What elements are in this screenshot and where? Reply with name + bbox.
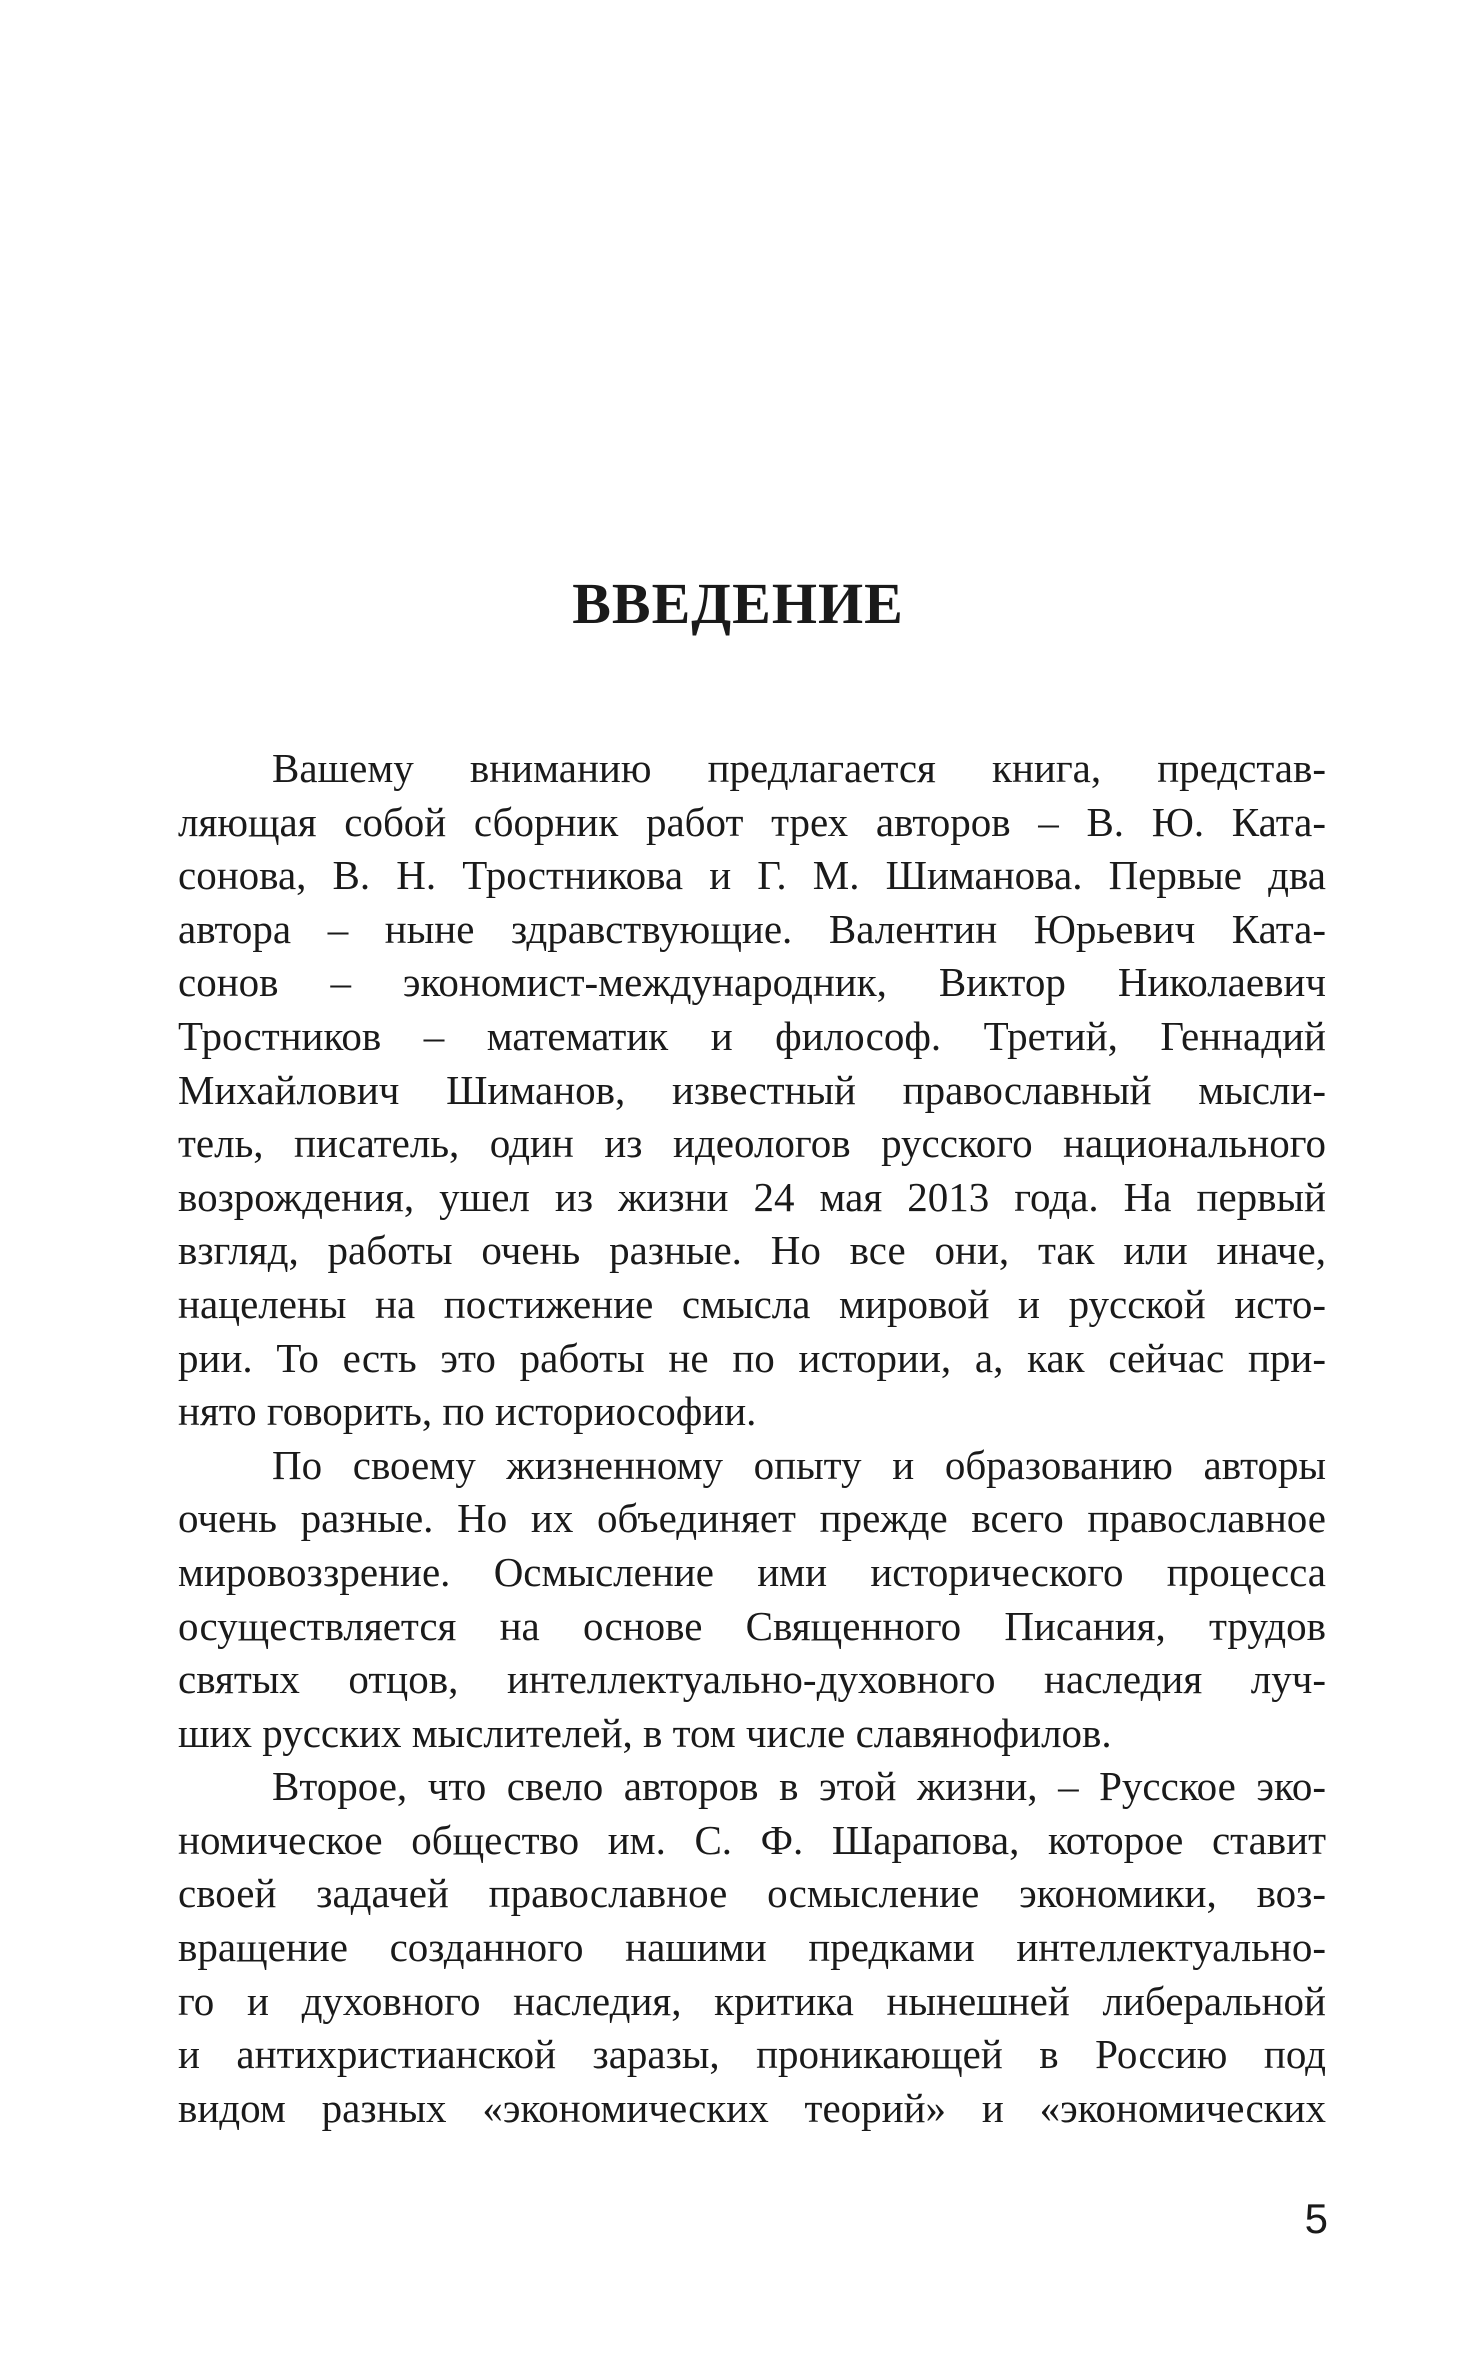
text-line: тель, писатель, один из идеологов русского национального [178, 1120, 1326, 1167]
paragraph-1 [178, 742, 1326, 1439]
text-line: вращение созданного нашими предками интеллектуально- [178, 1924, 1326, 1971]
text-line: ляющая собой сборник работ трех авторов – В. Ю. Ката- [178, 798, 1326, 845]
text-line: сонов – экономист-международник, Виктор Николаевич [178, 959, 1326, 1006]
page-number: 5 [1304, 2195, 1328, 2242]
text-line: автора – ныне здравствующие. Валентин Юрьевич Ката- [178, 905, 1326, 952]
text-line: очень разные. Но их объединяет прежде всего православное [178, 1495, 1326, 1542]
text-line: возрождения, ушел из жизни 24 мая 2013 года. На первый [178, 1173, 1326, 1220]
text-line: Вашему вниманию предлагается книга, представ- [272, 745, 1326, 791]
text-line: видом разных «экономических теорий» и «экономических [178, 2084, 1326, 2131]
text-line: и антихристианской заразы, проникающей в Россию под [178, 2031, 1326, 2078]
chapter-title: ВВЕДЕНИЕ [572, 571, 904, 636]
text-line: Второе, что свело авторов в этой жизни, – Русское эко- [272, 1763, 1326, 1810]
text-line: нацелены на постижение смысла мировой и русской исто- [178, 1280, 1326, 1327]
paragraph-3 [178, 1760, 1326, 2135]
body-text [178, 742, 1326, 2135]
text-line: номическое общество им. С. Ф. Шарапова, которое ставит [178, 1816, 1326, 1863]
text-line: взгляд, работы очень разные. Но все они, так или иначе, [178, 1227, 1326, 1274]
text-line: своей задачей православное осмысление экономики, воз- [178, 1870, 1326, 1917]
text-line: осуществляется на основе Священного Писания, трудов [178, 1602, 1326, 1649]
paragraph-2 [178, 1439, 1326, 1761]
text-line: нято говорить, по историософии. [178, 1388, 757, 1435]
text-line: святых отцов, интеллектуально-духовного наследия луч- [178, 1656, 1326, 1703]
text-line: По своему жизненному опыту и образованию авторы [272, 1441, 1326, 1488]
text-line: Михайлович Шиманов, известный православный мысли- [178, 1066, 1326, 1113]
text-line: Тростников – математик и философ. Третий, Геннадий [178, 1012, 1326, 1059]
text-line: сонова, В. Н. Тростникова и Г. М. Шиманова. Первые два [178, 852, 1326, 899]
text-line: го и духовного наследия, критика нынешней либеральной [178, 1977, 1326, 2024]
text-line: ших русских мыслителей, в том числе славянофилов. [178, 1709, 1112, 1756]
text-line: мировоззрение. Осмысление ими исторического процесса [178, 1548, 1326, 1595]
text-line: рии. То есть это работы не по истории, а, как сейчас при- [178, 1334, 1326, 1381]
